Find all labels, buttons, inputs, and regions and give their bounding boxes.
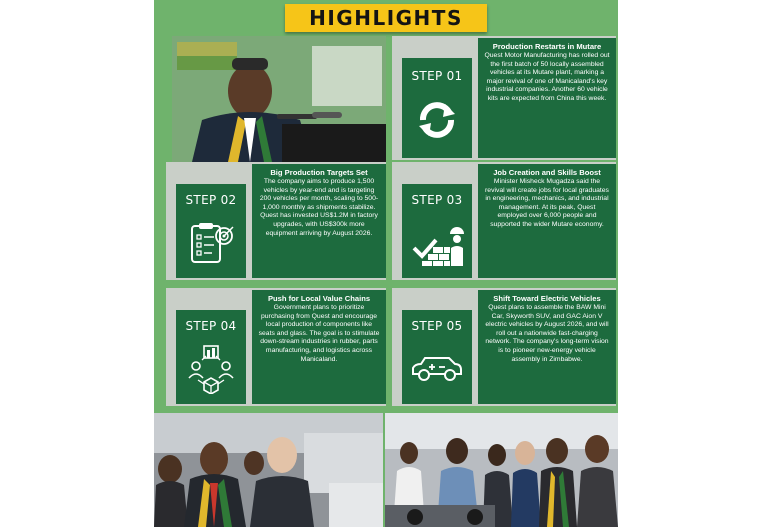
step-03-text bbox=[478, 164, 616, 278]
recycle-arrows-icon bbox=[415, 98, 459, 142]
step-02-card bbox=[166, 162, 386, 280]
step-03-heading: Job Creation and Skills Boost bbox=[493, 168, 601, 177]
step-03-badge bbox=[402, 184, 472, 278]
step-02-heading: Big Production Targets Set bbox=[270, 168, 368, 177]
step-01-badge bbox=[402, 58, 472, 158]
step-01-label: STEP 01 bbox=[411, 69, 463, 83]
step-05-heading: Shift Toward Electric Vehicles bbox=[493, 294, 601, 303]
step-03-body: Minister Misheck Mugadza said the revival will create jobs for local graduates in engineering, mechanics, and industrial management. At its peak, Quest employed over 6,000 people and supported the wider Mutare economy. bbox=[485, 178, 609, 228]
step-03-card bbox=[392, 162, 616, 280]
worker-bricks-icon bbox=[410, 220, 464, 268]
electric-car-icon bbox=[409, 354, 465, 384]
step-02-body: The company aims to produce 1,500 vehicles by year-end and is targeting 200 vehicles per month, scaling to 500-1,000 monthly as shipments stabilize. Quest has invested US$1.2M in factory upgrades, with US$300k more equipment arriving by August 2026. bbox=[259, 178, 379, 237]
step-05-label: STEP 05 bbox=[411, 319, 463, 333]
step-05-body: Quest plans to assemble the BAW Mini Car, Skyworth SUV, and GAC Aion V electric vehicles by August 2026, and will roll out a nationwide fast-charging network. The company's long-term vision is to pioneer new-energy vehicle assembly in Zimbabwe. bbox=[485, 304, 609, 363]
step-04-heading: Push for Local Value Chains bbox=[267, 294, 371, 303]
highlights-poster bbox=[154, 0, 618, 527]
step-05-card bbox=[392, 288, 616, 406]
step-05-text bbox=[478, 290, 616, 404]
speaker-photo bbox=[172, 36, 386, 162]
delegation-photo-right bbox=[385, 413, 618, 527]
step-04-body: Government plans to prioritize purchasing from Quest and encourage local production of components like seats and glass. The goal is to stimulate down-stream industries in rubber, parts manufacturing, and logistics across Manicaland. bbox=[258, 304, 380, 363]
delegation-photo-left bbox=[154, 413, 383, 527]
step-03-label: STEP 03 bbox=[411, 193, 463, 207]
step-05-badge bbox=[402, 310, 472, 404]
clipboard-target-icon bbox=[186, 218, 236, 268]
people-network-icon bbox=[186, 344, 236, 394]
title-banner bbox=[285, 4, 487, 32]
step-04-badge bbox=[176, 310, 246, 404]
step-01-heading: Production Restarts in Mutare bbox=[492, 42, 602, 51]
step-01-text bbox=[478, 38, 616, 158]
step-02-text bbox=[252, 164, 386, 278]
step-02-label: STEP 02 bbox=[185, 193, 237, 207]
step-04-label: STEP 04 bbox=[185, 319, 237, 333]
step-04-card bbox=[166, 288, 386, 406]
step-02-badge bbox=[176, 184, 246, 278]
step-01-body: Quest Motor Manufacturing has rolled out the first batch of 50 locally assembled vehicles at its Mutare plant, marking a major revival of one of Manicaland's key industrial companies. Another 60 vehicle kits are expected from China this week. bbox=[484, 52, 610, 102]
step-04-text bbox=[252, 290, 386, 404]
step-01-card bbox=[392, 36, 616, 160]
page-title: HIGHLIGHTS bbox=[309, 6, 463, 30]
